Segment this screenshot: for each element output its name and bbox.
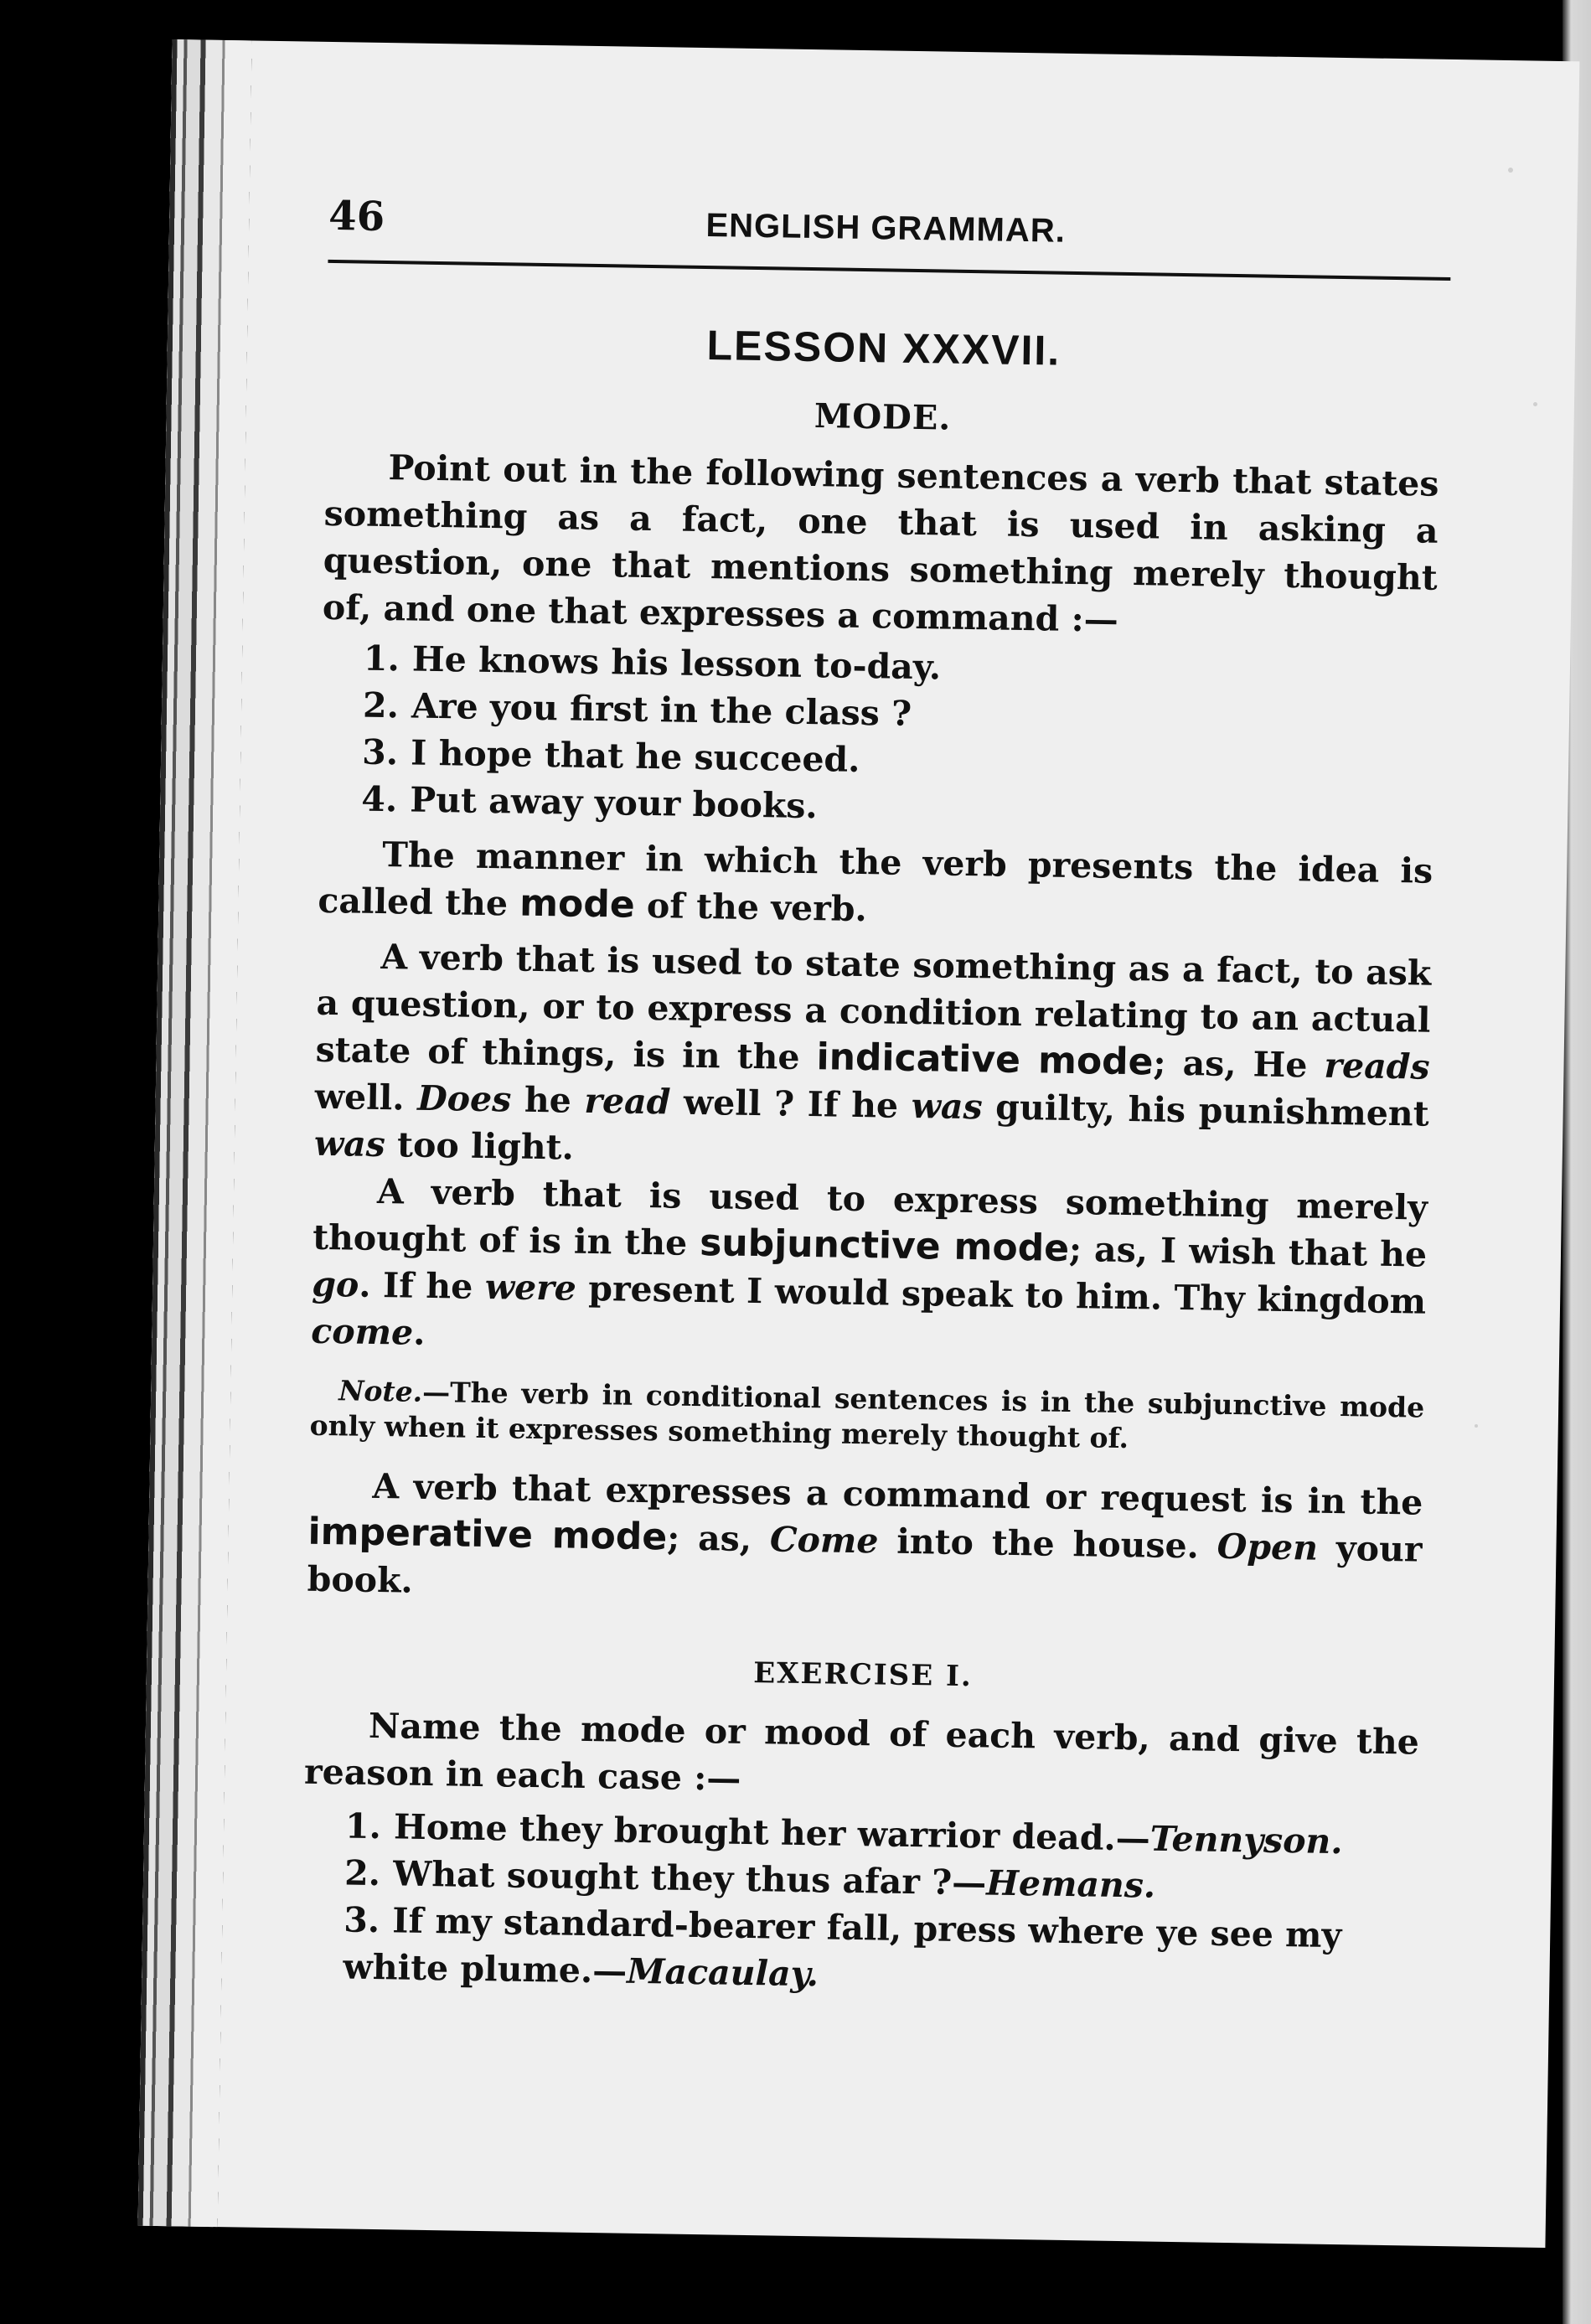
indicative-text: A verb that is used to state something as a fact, to ask a question, or to express a condition relating to an actual state of things, is in the xyxy=(315,937,1432,1078)
exercise-list xyxy=(301,1802,1418,2007)
example-verb: Come xyxy=(769,1519,879,1562)
item-text: Put away your books. xyxy=(410,779,819,827)
note-paragraph xyxy=(309,1373,1424,1461)
mode-definition xyxy=(318,830,1433,942)
example-verb: was xyxy=(313,1123,386,1165)
definition-text: The manner in which the verb presents the idea is called the xyxy=(318,834,1433,924)
page-content xyxy=(301,193,1444,2007)
item-text: If my standard-bearer fall, press where ye see my white plume.— xyxy=(343,1900,1342,1991)
subjunctive-text: present I would speak to him. Thy kingdom xyxy=(576,1268,1427,1322)
subjunctive-text: ; as, I wish that he xyxy=(1068,1228,1428,1275)
example-verb: was xyxy=(911,1085,984,1128)
item-number: 2. xyxy=(344,1852,381,1894)
subjunctive-text: . If he xyxy=(358,1264,486,1308)
subjunctive-mode-paragraph xyxy=(311,1167,1428,1372)
dust-speck xyxy=(1533,402,1537,406)
indicative-text: well ? If he xyxy=(669,1082,912,1126)
example-verb: read xyxy=(584,1080,671,1123)
term-imperative-mode: imperative mode xyxy=(307,1510,668,1559)
item-number: 2. xyxy=(362,684,400,726)
item-text: What sought they thus afar ?— xyxy=(392,1853,987,1903)
exercise-title: EXERCISE I. xyxy=(752,1656,974,1694)
lesson-instruction: Point out in the following sentences a verb that states something as a fact, one that is used in asking a question, one that mentions something merely thought of, and one that expresses a command :— xyxy=(322,447,1439,640)
indicative-text: ; as, He xyxy=(1153,1042,1325,1086)
item-number: 3. xyxy=(343,1899,380,1941)
item-author: Hemans. xyxy=(985,1862,1156,1906)
item-author: Macaulay. xyxy=(626,1950,819,1995)
example-verb: Does xyxy=(416,1077,512,1120)
book-page xyxy=(138,39,1580,2248)
item-number: 1. xyxy=(344,1805,382,1847)
section-title: MODE. xyxy=(814,396,952,438)
running-title: ENGLISH GRAMMAR. xyxy=(705,207,1067,250)
item-text: He knows his lesson to-day. xyxy=(411,638,942,688)
imperative-text: into the house. xyxy=(878,1521,1218,1567)
example-verb: Open xyxy=(1216,1526,1319,1568)
list-item xyxy=(301,1896,1417,2007)
lesson-title: LESSON XXXVII. xyxy=(706,322,1062,374)
imperative-text: your book. xyxy=(307,1527,1423,1601)
item-number: 3. xyxy=(361,731,399,773)
imperative-text: A verb that expresses a command or request is in the xyxy=(372,1465,1423,1523)
example-verb: reads xyxy=(1324,1045,1430,1087)
item-number: 4. xyxy=(361,778,398,820)
indicative-text: guilty, his punishment xyxy=(982,1087,1430,1134)
example-verb: come xyxy=(311,1310,414,1353)
imperative-text: ; as, xyxy=(666,1517,771,1560)
indicative-text: well. xyxy=(314,1076,418,1118)
item-text: Are you first in the class ? xyxy=(411,685,912,734)
book-binding-edge xyxy=(138,39,252,2227)
item-text: I hope that he succeed. xyxy=(410,732,860,780)
term-indicative-mode: indicative mode xyxy=(816,1035,1154,1084)
note-label: Note. xyxy=(338,1374,423,1408)
subjunctive-text: . xyxy=(412,1312,426,1353)
note-text: —The verb in conditional sentences is in the subjunctive mode only when it expresses something merely thought of. xyxy=(309,1375,1425,1455)
exercise-instruction: Name the mode or mood of each verb, and give the reason in each case :— xyxy=(303,1705,1420,1799)
example-verb: go xyxy=(311,1263,359,1305)
example-verb: were xyxy=(484,1267,577,1309)
term-mode: mode xyxy=(519,881,636,927)
subjunctive-text: A verb that is used to express something merely thought of is in the xyxy=(312,1170,1428,1264)
indicative-text: he xyxy=(510,1079,585,1121)
dust-speck xyxy=(1508,168,1513,173)
definition-text-end: of the verb. xyxy=(634,885,868,930)
indicative-text: too light. xyxy=(385,1124,575,1168)
term-subjunctive-mode: subjunctive mode xyxy=(699,1221,1070,1270)
indicative-mode-paragraph xyxy=(313,932,1431,1185)
example-sentence-list xyxy=(319,634,1436,839)
item-author: Tennyson. xyxy=(1149,1818,1343,1862)
item-text: Home they brought her warrior dead.— xyxy=(393,1806,1151,1859)
dust-speck xyxy=(1475,1424,1478,1428)
imperative-mode-paragraph xyxy=(307,1462,1423,1620)
page-number: 46 xyxy=(328,192,385,240)
item-number: 1. xyxy=(363,638,400,679)
